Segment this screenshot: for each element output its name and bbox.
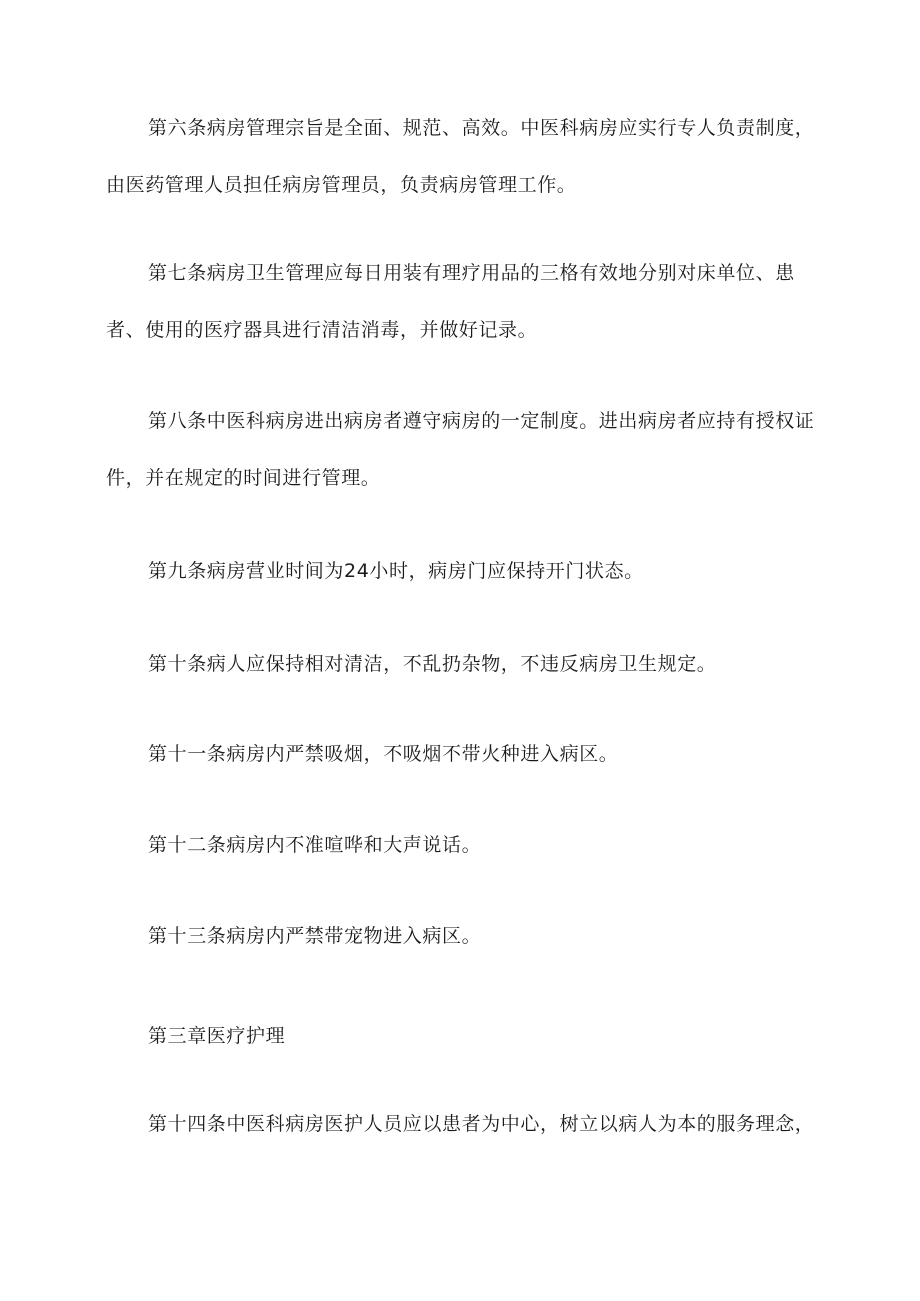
article-8-paragraph: 第八条中医科病房进出病房者遵守病房的一定制度。进出病房者应持有授权证件，并在规定的时间进行管理。 (106, 410, 815, 489)
article-6-paragraph: 第六条病房管理宗旨是全面、规范、高效。中医科病房应实行专人负责制度，由医药管理人员担任病房管理员，负责病房管理工作。 (106, 117, 815, 196)
article-14-paragraph: 第十四条中医科病房医护人员应以患者为中心，树立以病人为本的服务理念， (148, 1113, 815, 1135)
article-11-paragraph: 第十一条病房内严禁吸烟，不吸烟不带火种进入病区。 (148, 743, 619, 765)
chapter-3-heading: 第三章医疗护理 (148, 1025, 286, 1047)
article-9-paragraph: 第九条病房营业时间为24小时，病房门应保持开门状态。 (148, 560, 644, 582)
article-10-paragraph: 第十条病人应保持相对清洁，不乱扔杂物，不违反病房卫生规定。 (148, 653, 717, 675)
article-13-paragraph: 第十三条病房内严禁带宠物进入病区。 (148, 925, 482, 947)
article-12-paragraph: 第十二条病房内不准喧哗和大声说话。 (148, 834, 482, 856)
article-7-paragraph: 第七条病房卫生管理应每日用装有理疗用品的三格有效地分别对床单位、患者、使用的医疗器具进行清洁消毒，并做好记录。 (106, 262, 795, 341)
